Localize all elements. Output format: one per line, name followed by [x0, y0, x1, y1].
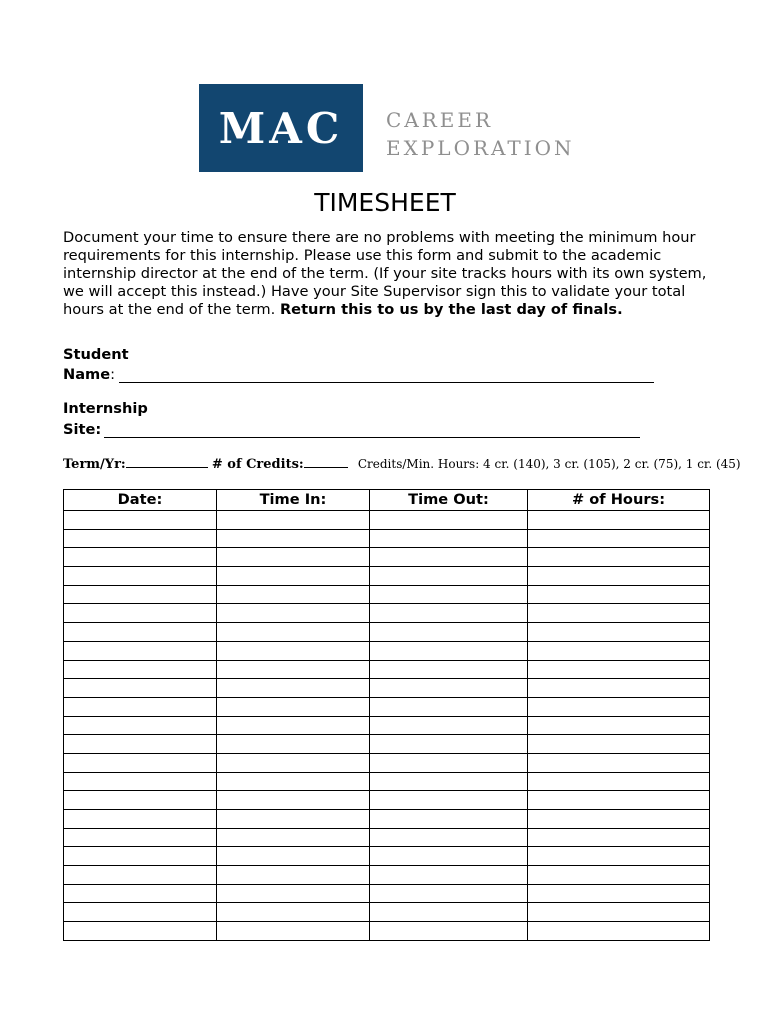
- table-row: [64, 679, 710, 698]
- hours-cell[interactable]: [528, 548, 710, 567]
- time-out-cell[interactable]: [370, 529, 528, 548]
- student-colon: :: [110, 366, 116, 383]
- table-row: [64, 511, 710, 530]
- date-cell[interactable]: [64, 922, 217, 941]
- time-out-cell[interactable]: [370, 753, 528, 772]
- table-row: [64, 847, 710, 866]
- date-cell[interactable]: [64, 772, 217, 791]
- time-in-cell[interactable]: [217, 529, 370, 548]
- credits-label: # of Credits:: [211, 457, 304, 472]
- date-cell[interactable]: [64, 791, 217, 810]
- table-row: [64, 529, 710, 548]
- date-cell[interactable]: [64, 548, 217, 567]
- time-in-cell[interactable]: [217, 567, 370, 586]
- date-cell[interactable]: [64, 511, 217, 530]
- time-out-cell[interactable]: [370, 604, 528, 623]
- hours-cell[interactable]: [528, 529, 710, 548]
- time-in-cell[interactable]: [217, 604, 370, 623]
- date-cell[interactable]: [64, 716, 217, 735]
- table-row: [64, 604, 710, 623]
- hours-cell[interactable]: [528, 791, 710, 810]
- hours-cell[interactable]: [528, 735, 710, 754]
- timesheet-table: [63, 489, 710, 941]
- instructions-text: Document your time to ensure there are no problems with meeting the minimum hour requirements for this internship. Please use this form and submit to the academic internship director at the end of the term. (If your site tracks hours with its own system, we will accept this instead.) Have your Site Supervisor sign this to validate your total hours at the end of the term.: [63, 229, 707, 318]
- time-out-cell[interactable]: [370, 679, 528, 698]
- term-field[interactable]: [126, 456, 208, 468]
- logo-mark: MAC: [218, 103, 344, 153]
- table-row: [64, 697, 710, 716]
- student-name-field[interactable]: [119, 382, 654, 383]
- date-cell[interactable]: [64, 847, 217, 866]
- time-in-cell[interactable]: [217, 679, 370, 698]
- time-out-cell[interactable]: [370, 716, 528, 735]
- site-label-line1: Internship: [63, 400, 148, 417]
- time-out-cell[interactable]: [370, 548, 528, 567]
- site-label-line2: Site:: [63, 421, 102, 438]
- table-row: [64, 753, 710, 772]
- time-in-cell[interactable]: [217, 623, 370, 642]
- header-time-out: Time Out:: [370, 490, 528, 511]
- time-in-cell[interactable]: [217, 735, 370, 754]
- time-out-cell[interactable]: [370, 511, 528, 530]
- table-row: [64, 585, 710, 604]
- logo-wordmark: [386, 106, 575, 162]
- table-row: [64, 810, 710, 829]
- time-out-cell[interactable]: [370, 641, 528, 660]
- date-cell[interactable]: [64, 884, 217, 903]
- hours-cell[interactable]: [528, 716, 710, 735]
- time-out-cell[interactable]: [370, 884, 528, 903]
- date-cell[interactable]: [64, 828, 217, 847]
- page-title: TIMESHEET: [314, 188, 456, 217]
- internship-site-field[interactable]: [104, 437, 640, 438]
- logo-line-exploration: EXPLORATION: [386, 136, 575, 160]
- hours-cell[interactable]: [528, 866, 710, 885]
- time-out-cell[interactable]: [370, 567, 528, 586]
- date-cell[interactable]: [64, 753, 217, 772]
- table-row: [64, 903, 710, 922]
- table-row: [64, 735, 710, 754]
- date-cell[interactable]: [64, 660, 217, 679]
- time-out-cell[interactable]: [370, 828, 528, 847]
- time-in-cell[interactable]: [217, 548, 370, 567]
- time-out-cell[interactable]: [370, 772, 528, 791]
- hours-cell[interactable]: [528, 585, 710, 604]
- time-out-cell[interactable]: [370, 903, 528, 922]
- table-row: [64, 716, 710, 735]
- term-label: Term/Yr:: [63, 457, 126, 472]
- hours-cell[interactable]: [528, 847, 710, 866]
- table-row: [64, 641, 710, 660]
- credits-field[interactable]: [304, 456, 348, 468]
- date-cell[interactable]: [64, 585, 217, 604]
- table-row: [64, 866, 710, 885]
- hours-cell[interactable]: [528, 772, 710, 791]
- student-label-line1: Student: [63, 346, 129, 363]
- hours-cell[interactable]: [528, 922, 710, 941]
- time-in-cell[interactable]: [217, 828, 370, 847]
- date-cell[interactable]: [64, 641, 217, 660]
- hours-cell[interactable]: [528, 660, 710, 679]
- instructions-paragraph: [63, 229, 723, 319]
- time-out-cell[interactable]: [370, 660, 528, 679]
- mac-logo: [199, 84, 363, 172]
- time-in-cell[interactable]: [217, 585, 370, 604]
- date-cell[interactable]: [64, 810, 217, 829]
- hours-cell[interactable]: [528, 623, 710, 642]
- table-row: [64, 567, 710, 586]
- date-cell[interactable]: [64, 604, 217, 623]
- hours-cell[interactable]: [528, 697, 710, 716]
- time-in-cell[interactable]: [217, 641, 370, 660]
- time-out-cell[interactable]: [370, 810, 528, 829]
- time-in-cell[interactable]: [217, 716, 370, 735]
- time-out-cell[interactable]: [370, 735, 528, 754]
- date-cell[interactable]: [64, 697, 217, 716]
- hours-cell[interactable]: [528, 884, 710, 903]
- time-in-cell[interactable]: [217, 697, 370, 716]
- time-in-cell[interactable]: [217, 810, 370, 829]
- term-row: [63, 456, 741, 472]
- header-hours: # of Hours:: [528, 490, 710, 511]
- time-in-cell[interactable]: [217, 772, 370, 791]
- table-row: [64, 660, 710, 679]
- date-cell[interactable]: [64, 529, 217, 548]
- hours-cell[interactable]: [528, 604, 710, 623]
- time-in-cell[interactable]: [217, 903, 370, 922]
- hours-cell[interactable]: [528, 753, 710, 772]
- table-row: [64, 772, 710, 791]
- time-in-cell[interactable]: [217, 884, 370, 903]
- table-row: [64, 922, 710, 941]
- credits-note: Credits/Min. Hours: 4 cr. (140), 3 cr. (105), 2 cr. (75), 1 cr. (45): [357, 457, 741, 471]
- hours-cell[interactable]: [528, 903, 710, 922]
- time-out-cell[interactable]: [370, 697, 528, 716]
- time-in-cell[interactable]: [217, 847, 370, 866]
- time-out-cell[interactable]: [370, 791, 528, 810]
- logo-line-career: CAREER: [386, 108, 494, 132]
- header-date: Date:: [64, 490, 217, 511]
- table-row: [64, 623, 710, 642]
- timesheet-body: [64, 511, 710, 941]
- date-cell[interactable]: [64, 679, 217, 698]
- date-cell[interactable]: [64, 735, 217, 754]
- time-out-cell[interactable]: [370, 623, 528, 642]
- time-in-cell[interactable]: [217, 791, 370, 810]
- time-in-cell[interactable]: [217, 511, 370, 530]
- table-header-row: [64, 490, 710, 511]
- student-name-label: [63, 365, 115, 385]
- date-cell[interactable]: [64, 567, 217, 586]
- time-in-cell[interactable]: [217, 660, 370, 679]
- hours-cell[interactable]: [528, 511, 710, 530]
- date-cell[interactable]: [64, 623, 217, 642]
- instructions-bold: Return this to us by the last day of finals.: [279, 301, 623, 318]
- time-in-cell[interactable]: [217, 753, 370, 772]
- hours-cell[interactable]: [528, 641, 710, 660]
- hours-cell[interactable]: [528, 828, 710, 847]
- header-time-in: Time In:: [217, 490, 370, 511]
- hours-cell[interactable]: [528, 679, 710, 698]
- time-out-cell[interactable]: [370, 866, 528, 885]
- hours-cell[interactable]: [528, 567, 710, 586]
- table-row: [64, 884, 710, 903]
- hours-cell[interactable]: [528, 810, 710, 829]
- time-out-cell[interactable]: [370, 847, 528, 866]
- table-row: [64, 791, 710, 810]
- table-row: [64, 548, 710, 567]
- time-in-cell[interactable]: [217, 922, 370, 941]
- table-row: [64, 828, 710, 847]
- date-cell[interactable]: [64, 903, 217, 922]
- time-out-cell[interactable]: [370, 585, 528, 604]
- time-out-cell[interactable]: [370, 922, 528, 941]
- time-in-cell[interactable]: [217, 866, 370, 885]
- student-label-line2: Name: [63, 366, 111, 383]
- date-cell[interactable]: [64, 866, 217, 885]
